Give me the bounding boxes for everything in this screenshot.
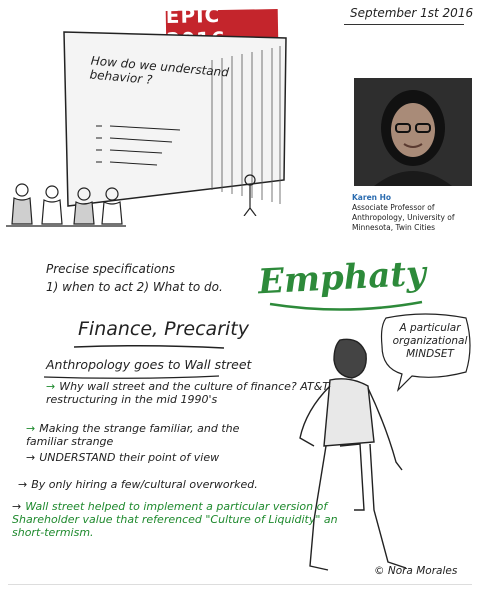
speaker-photo — [354, 78, 472, 186]
date-underline — [344, 24, 464, 25]
arrow-icon: → — [26, 422, 36, 435]
sketch-date: September 1st 2016 — [350, 6, 474, 20]
speaker-caption — [352, 193, 474, 233]
bullet-text: Why wall street and the culture of finance? AT&T restructuring in the mid 1990's — [46, 380, 329, 406]
bullet-strange-familiar — [26, 422, 276, 464]
page-divider — [8, 584, 472, 585]
portrait-illustration — [354, 78, 472, 186]
section-heading: Finance, Precarity — [78, 318, 249, 340]
subheading: Anthropology goes to Wall street — [46, 357, 252, 372]
audience-sketch — [6, 180, 126, 230]
heading-underline — [74, 344, 224, 350]
arrow-icon: → — [12, 500, 22, 513]
bullet-text: By only hiring a few/cultural overworked. — [31, 478, 258, 491]
emphaty-lettering: Emphaty — [257, 253, 427, 303]
bullet-text: UNDERSTAND their point of view — [39, 451, 220, 464]
arrow-icon: → — [18, 478, 28, 491]
speaker-affiliation: Associate Professor of Anthropology, University of Minnesota, Twin Cities — [352, 203, 455, 232]
spec-line-2: 1) when to act 2) What to do. — [46, 280, 223, 294]
slide-title: How do we understand behavior ? — [89, 53, 230, 87]
bubble-text: A particular organizational MINDSET — [392, 322, 468, 360]
artist-credit: © Nora Morales — [374, 565, 458, 577]
speaker-figure-sketch — [270, 330, 410, 580]
event-label: EPIC — [165, 3, 221, 28]
speaker-name: Karen Ho — [352, 193, 392, 202]
bullet-text: Wall street helped to implement a particular version of Shareholder value that referenced "Culture of Liquidity" an short-termism. — [12, 500, 338, 539]
spec-line-1: Precise specifications — [46, 262, 176, 276]
arrow-icon: → — [26, 451, 36, 464]
bullet-text: Making the strange familiar, and the familiar strange — [26, 422, 240, 448]
arrow-icon: → — [46, 380, 56, 393]
